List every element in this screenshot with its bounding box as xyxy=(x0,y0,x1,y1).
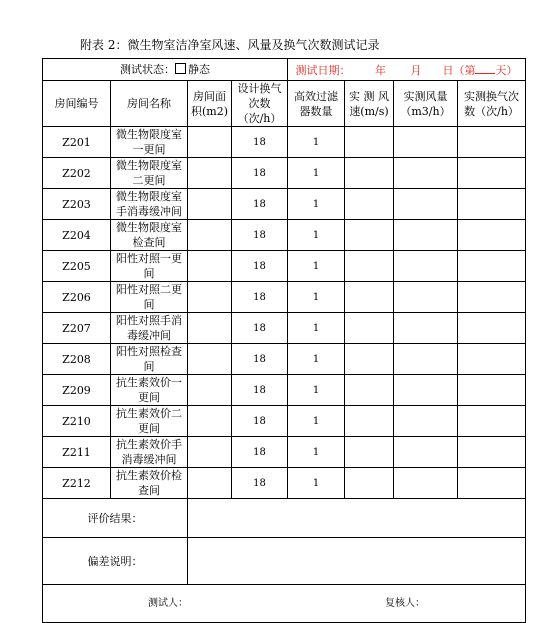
measured-velocity-cell[interactable] xyxy=(345,220,394,251)
table-row xyxy=(43,220,526,251)
test-status-label: 测试状态： xyxy=(120,63,175,76)
table-row xyxy=(43,344,526,375)
room-number-cell: Z203 xyxy=(43,189,111,220)
room-number-cell: Z204 xyxy=(43,220,111,251)
evaluation-label: 评价结果： xyxy=(43,499,188,538)
measured-velocity-cell[interactable] xyxy=(345,158,394,189)
hepa-filter-count-cell: 1 xyxy=(288,189,345,220)
measured-airflow-cell[interactable] xyxy=(394,468,458,499)
room-area-cell[interactable] xyxy=(188,437,232,468)
hepa-filter-count-cell: 1 xyxy=(288,282,345,313)
measured-air-changes-cell[interactable] xyxy=(458,468,526,499)
room-number-cell: Z209 xyxy=(43,375,111,406)
measured-airflow-cell[interactable] xyxy=(394,189,458,220)
room-name-cell: 阳性对照手消毒缓冲间 xyxy=(111,313,188,344)
table-row xyxy=(43,406,526,437)
room-area-cell[interactable] xyxy=(188,127,232,158)
room-name-cell: 阳性对照一更间 xyxy=(111,251,188,282)
signature-cell xyxy=(43,585,526,623)
measured-air-changes-cell[interactable] xyxy=(458,158,526,189)
room-area-cell[interactable] xyxy=(188,282,232,313)
room-number-cell: Z202 xyxy=(43,158,111,189)
hepa-filter-count-cell: 1 xyxy=(288,375,345,406)
measured-air-changes-cell[interactable] xyxy=(458,313,526,344)
header-room-area: 房间面积(m2) xyxy=(188,81,232,127)
room-area-cell[interactable] xyxy=(188,189,232,220)
hepa-filter-count-cell: 1 xyxy=(288,158,345,189)
room-area-cell[interactable] xyxy=(188,313,232,344)
table-row xyxy=(43,189,526,220)
design-air-changes-cell: 18 xyxy=(232,158,288,189)
hepa-filter-count-cell: 1 xyxy=(288,344,345,375)
measured-air-changes-cell[interactable] xyxy=(458,282,526,313)
measured-velocity-cell[interactable] xyxy=(345,406,394,437)
test-date-month: 月 xyxy=(410,63,422,77)
measured-velocity-cell[interactable] xyxy=(345,313,394,344)
measured-air-changes-cell[interactable] xyxy=(458,220,526,251)
deviation-row xyxy=(43,538,526,585)
room-area-cell[interactable] xyxy=(188,344,232,375)
table-row xyxy=(43,158,526,189)
table-row xyxy=(43,251,526,282)
measured-velocity-cell[interactable] xyxy=(345,468,394,499)
design-air-changes-cell: 18 xyxy=(232,437,288,468)
room-area-cell[interactable] xyxy=(188,375,232,406)
room-number-cell: Z210 xyxy=(43,406,111,437)
hepa-filter-count-cell: 1 xyxy=(288,468,345,499)
measured-velocity-cell[interactable] xyxy=(345,375,394,406)
header-room-number: 房间编号 xyxy=(43,81,111,127)
test-record-table xyxy=(42,58,526,623)
evaluation-row xyxy=(43,499,526,538)
room-name-cell: 抗生素效价二更间 xyxy=(111,406,188,437)
room-name-cell: 微生物限度室手消毒缓冲间 xyxy=(111,189,188,220)
hepa-filter-count-cell: 1 xyxy=(288,313,345,344)
tester-label[interactable]: 测试人： xyxy=(148,598,188,609)
room-number-cell: Z201 xyxy=(43,127,111,158)
measured-velocity-cell[interactable] xyxy=(345,282,394,313)
test-date-label: 测试日期： xyxy=(295,63,351,77)
design-air-changes-cell: 18 xyxy=(232,127,288,158)
room-area-cell[interactable] xyxy=(188,220,232,251)
test-day-blank[interactable] xyxy=(475,62,495,74)
design-air-changes-cell: 18 xyxy=(232,375,288,406)
test-status-cell xyxy=(43,59,288,81)
header-design-air-changes: 设计换气次数（次/h） xyxy=(232,81,288,127)
measured-velocity-cell[interactable] xyxy=(345,344,394,375)
page-title: 附表 2：微生物室洁净室风速、风量及换气次数测试记录 xyxy=(80,38,380,52)
header-hepa-filter-count: 高效过滤器数量 xyxy=(288,81,345,127)
design-air-changes-cell: 18 xyxy=(232,468,288,499)
room-area-cell[interactable] xyxy=(188,251,232,282)
deviation-label: 偏差说明： xyxy=(43,538,188,585)
header-measured-airflow: 实测风量（m3/h） xyxy=(394,81,458,127)
table-row xyxy=(43,437,526,468)
room-area-cell[interactable] xyxy=(188,406,232,437)
measured-velocity-cell[interactable] xyxy=(345,251,394,282)
measured-airflow-cell[interactable] xyxy=(394,375,458,406)
test-date-day: 日（第 xyxy=(442,63,476,77)
hepa-filter-count-cell: 1 xyxy=(288,127,345,158)
measured-air-changes-cell[interactable] xyxy=(458,251,526,282)
header-measured-velocity: 实 测 风速(m/s) xyxy=(345,81,394,127)
measured-air-changes-cell[interactable] xyxy=(458,189,526,220)
room-number-cell: Z205 xyxy=(43,251,111,282)
status-row xyxy=(43,59,526,81)
measured-velocity-cell[interactable] xyxy=(345,127,394,158)
design-air-changes-cell: 18 xyxy=(232,282,288,313)
design-air-changes-cell: 18 xyxy=(232,406,288,437)
design-air-changes-cell: 18 xyxy=(232,189,288,220)
table-row xyxy=(43,468,526,499)
evaluation-field[interactable] xyxy=(188,499,526,538)
measured-velocity-cell[interactable] xyxy=(345,437,394,468)
measured-air-changes-cell[interactable] xyxy=(458,375,526,406)
measured-velocity-cell[interactable] xyxy=(345,189,394,220)
measured-airflow-cell[interactable] xyxy=(394,282,458,313)
design-air-changes-cell: 18 xyxy=(232,313,288,344)
room-name-cell: 阳性对照二更间 xyxy=(111,282,188,313)
deviation-field[interactable] xyxy=(188,538,526,585)
test-date-year: 年 xyxy=(375,63,387,77)
measured-air-changes-cell[interactable] xyxy=(458,127,526,158)
measured-air-changes-cell[interactable] xyxy=(458,344,526,375)
measured-airflow-cell[interactable] xyxy=(394,220,458,251)
reviewer-label[interactable]: 复核人： xyxy=(385,598,426,609)
measured-airflow-cell[interactable] xyxy=(394,344,458,375)
room-number-cell: Z206 xyxy=(43,282,111,313)
table-row xyxy=(43,313,526,344)
room-name-cell: 微生物限度室一更间 xyxy=(111,127,188,158)
measured-air-changes-cell[interactable] xyxy=(458,437,526,468)
room-name-cell: 抗生素效价手消毒缓冲间 xyxy=(111,437,188,468)
room-area-cell[interactable] xyxy=(188,468,232,499)
room-number-cell: Z212 xyxy=(43,468,111,499)
measured-airflow-cell[interactable] xyxy=(394,127,458,158)
test-status-option: 静态 xyxy=(188,63,210,76)
design-air-changes-cell: 18 xyxy=(232,220,288,251)
room-number-cell: Z207 xyxy=(43,313,111,344)
measured-airflow-cell[interactable] xyxy=(394,437,458,468)
room-name-cell: 阳性对照检查间 xyxy=(111,344,188,375)
header-room-name: 房间名称 xyxy=(111,81,188,127)
table-row xyxy=(43,127,526,158)
room-name-cell: 抗生素效价一更间 xyxy=(111,375,188,406)
measured-airflow-cell[interactable] xyxy=(394,251,458,282)
measured-airflow-cell[interactable] xyxy=(394,406,458,437)
hepa-filter-count-cell: 1 xyxy=(288,251,345,282)
header-row xyxy=(43,81,526,127)
design-air-changes-cell: 18 xyxy=(232,344,288,375)
test-date-cell xyxy=(288,59,526,81)
hepa-filter-count-cell: 1 xyxy=(288,220,345,251)
static-checkbox[interactable] xyxy=(175,63,186,74)
test-date-day-end: 天） xyxy=(495,63,518,77)
room-number-cell: Z211 xyxy=(43,437,111,468)
table-row xyxy=(43,375,526,406)
measured-airflow-cell[interactable] xyxy=(394,158,458,189)
header-measured-air-changes: 实测换气次数（次/h） xyxy=(458,81,526,127)
room-name-cell: 微生物限度室检查间 xyxy=(111,220,188,251)
design-air-changes-cell: 18 xyxy=(232,251,288,282)
measured-airflow-cell[interactable] xyxy=(394,313,458,344)
measured-air-changes-cell[interactable] xyxy=(458,406,526,437)
room-name-cell: 微生物限度室二更间 xyxy=(111,158,188,189)
hepa-filter-count-cell: 1 xyxy=(288,406,345,437)
signature-row xyxy=(43,585,526,623)
room-area-cell[interactable] xyxy=(188,158,232,189)
room-number-cell: Z208 xyxy=(43,344,111,375)
table-row xyxy=(43,282,526,313)
hepa-filter-count-cell: 1 xyxy=(288,437,345,468)
room-name-cell: 抗生素效价检查间 xyxy=(111,468,188,499)
